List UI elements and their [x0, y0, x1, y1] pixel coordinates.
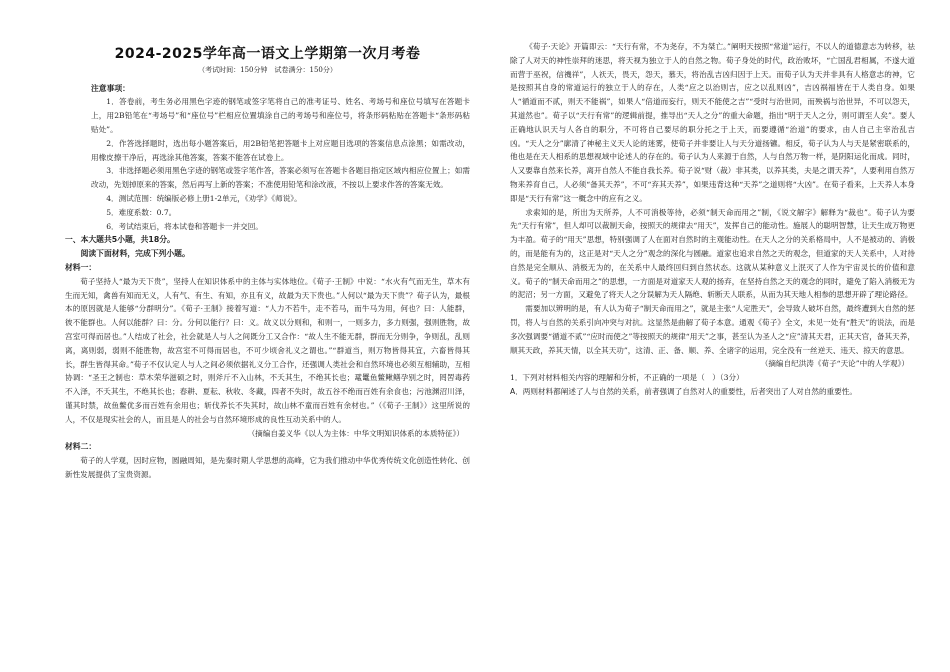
exam-subtitle: （考试时间：150分钟 试卷满分：150分）: [198, 65, 337, 74]
notice-title: 注意事项：: [91, 83, 130, 93]
material2-paragraph: 荀子的人学观，因时应物，圆融周知，是先秦时期人学思想的高峰，它为我们推动中华优秀传统文化创造性转化、创新性发展提供了宝贵资源。: [65, 456, 470, 479]
notice-item: 5．难度系数：0.7。: [106, 207, 177, 217]
section-heading: 一、本大题共5小题，共18分。: [65, 235, 175, 245]
material2-paragraph: 求索知的是，所出为天所养，人不可消极等待，必须“制天命而用之”制，《说文解字》解释为“裁也”。荀子认为要先“天行有常”，但人却可以裁制天命，按照天的规律去“用天”，发挥自己的能动性。施展人的聪明智慧，让天生成万物更为丰盈。荀子的“用天”思想，特别强调了人在面对自然时的主观能动性。在天人之分的关系格局中，人不是被动的、消极的，而是能有为的，这正是对“天人之分”观念的深化与圆融。道家也追求自然之天的观念，但道家的天人关系中，人对待自然是完全顺从、消极无为的，在关系中人最终回归到自然状态。这就从某种意义上泯灭了人作为宇宙灵长的价值和意义。荀子的“制天命而用之”的思想，一方面是对道家天人观的扬弃，在坚持自然之天的观念的同时，避免了陷入消极无为的泥沼；另一方面，又避免了将天人之分误解为天人隔绝、斩断天人联系，从而为其天地人相参的思想开辟了理论路径。: [510, 207, 915, 300]
question-1: 1．下列对材料相关内容的理解和分析，不正确的一项是（ ）（3分）: [510, 373, 744, 383]
material2-paragraph: 《荀子·天论》开篇即云：“天行有常，不为尧存，不为桀亡。”阐明天按照“常道”运行，不以人的道德意志为转移，祛除了人对天的神性崇拜的迷思，将天视为独立于人的自然之物。荀子身处的时代，政治败坏，“亡国乱君相属，不遂大道而营于巫祝，信禨祥”，人祆天，畏天，怨天，慕天，将治乱吉凶归因于上天。而荀子认为天并非具有人格意志的神，它是按照其自身的常道运行的独立于人的存在，人类“应之以治则吉，应之以乱则凶”，吉凶祸福皆在于人类自身。如果人“循道而不贰，则天不能祸”，如果人“倍道而妄行，则天不能使之吉”“受时与治世同，而殃祸与治世异，不可以怨天，其道然也”。荀子以“天行有常”的逻辑前提，推导出“天人之分”的重大命题，指出“明于天人之分，则可谓至人矣”。要人正确地认识天与人各自的职分，不可将自己要尽的职分托之于上天，而要遵循“治道”的要求，由人自己主宰治乱吉凶。“天人之分”廓清了神秘主义天人论的迷雾，使荀子并非要让人与天分道扬镳。相反，荀子认为人与天是紧密联系的，他也是在天人相系的思想视域中论述人的存在的。荀子认为人来源于自然，人与自然万物一样，是阴阳运化而成。同时，人又要靠自然来长养，离开自然人不能自我长养。荀子说“财（裁）非其类，以养其类，夫是之谓天养”，人要利用自然万物来养育自己，人必须“备其天养”，不可“弃其天养”，如果违背这种“天养”之道则将“大凶”。在荀子看来，上天养人本身即是“天行有常”这一概念中的应有之义。: [510, 42, 915, 203]
question-1-option-a: A．两则材料都阐述了人与自然的关系，前者强调了自然对人的重要性，后者突出了人对自然的重要性。: [510, 386, 857, 396]
material1-source: （摘编自姜义华《以人为主体：中华文明知识体系的本质特征》）: [247, 428, 464, 438]
notice-item: 4．测试范围：统编版必修上册1-2单元，《劝学》《师说》。: [106, 193, 302, 203]
notice-item: 6．考试结束后，将本试卷和答题卡一并交回。: [106, 221, 263, 231]
right-column: [510, 40, 915, 399]
material2-label: 材料二：: [65, 442, 97, 452]
material2-paragraph: 需要加以辨明的是，有人认为荀子“制天命而用之”，就是主张“人定胜天”，会导致人破坏自然，最终遭到大自然的惩罚，将人与自然的关系引向冲突与对抗。这显然是曲解了荀子本意。通观《荀子》全文，未见一处有“胜天”的说法，而是多次强调要“循道不贰”“应时而使之”等按照天的规律“用天”之事，甚至认为圣人之“应”清其天君，正其天官，备其天养，顺其天政，养其天情，以全其天功”，这清、正、备、顺、养、全诸字的运用，完全没有一丝逆天、违天、掠天的意思。: [510, 304, 915, 355]
left-column: [65, 40, 470, 482]
notice-item: 3．非选择题必须用黑色字迹的钢笔或签字笔作答，答案必须写在答题卡各题目指定区域内相应位置上；如需改动，先划掉原来的答案，然后再写上新的答案；不准使用铅笔和涂改液，不按以上要求作答的答案无效。: [91, 166, 470, 190]
reading-instruction: 阅读下面材料，完成下列小题。: [80, 249, 190, 259]
notice-item: 1．答卷前，考生务必用黑色字迹的钢笔或签字笔将自己的准考证号、姓名、考场号和座位号填写在答题卡上，用2B铅笔在“考场号”和“座位号”栏相应位置填涂自己的考场号和座位号，将条形码粘贴在答题卡“条形码粘贴处”。: [91, 97, 470, 134]
material1-label: 材料一：: [65, 262, 97, 272]
notice-item: 2．作答选择题时，选出每小题答案后，用2B铅笔把答题卡上对应题目选项的答案信息点涂黑；如需改动，用橡皮擦干净后，再选涂其他答案，答案不能答在试卷上。: [91, 138, 470, 162]
material2-source: （摘编自纪洪涛《荀子“天论”中的人学观》）: [760, 359, 909, 369]
exam-title: 2024-2025学年高一语文上学期第一次月考卷: [114, 46, 421, 62]
material1-paragraph: 荀子坚持人“最为天下贵”，坚持人在知识体系中的主体与实体地位。《荀子·王制》中说：“水火有气而无生，草木有生而无知，禽兽有知而无义，人有气、有生、有知，亦且有义，故最为天下贵也。”人何以“最为天下贵”？荀子认为，最根本的原因就是人能够“分群明分”。《荀子·王制》接着写道：“人力不若牛，走不若马，而牛马为用，何也？曰：人能群，彼不能群也。人何以能群？曰：分。分何以能行？曰：义。故义以分则和，和则一，一则多力，多力则强，强则胜物，故宫室可得而居也。”人结成了社会，社会就是人与人之间既分工又合作：“故人生不能无群，群而无分则争，争则乱，乱则离，离则弱，弱则不能胜物，故宫室不可得而居也，不可少顷舍礼义之谓也。”“群道当，则万物皆得其宜，六畜皆得其长，群生皆得其命。”荀子不仅认定人与人之间必须依据礼义分工合作，还强调人类社会和自然环境也必须互相辅助，互相协调：“圣王之制也：草木荣华滋硕之时，则斧斤不入山林，不夭其生，不绝其长也；鼋鼍鱼鳖鳅鳝孕别之时，罔罟毒药不入泽，不夭其生，不绝其长也；春耕、夏耘、秋收、冬藏，四者不失时，故五谷不绝而百姓有余食也；污池渊沼川泽，谨其时禁，故鱼鳖优多而百姓有余用也；斩伐养长不失其时，故山林不童而百姓有余材也。”（《荀子·王制》）这里所说的人，不仅是现实社会的人，而且是人的社会与自然环境形成的良性互动关系中的人。: [65, 276, 470, 424]
